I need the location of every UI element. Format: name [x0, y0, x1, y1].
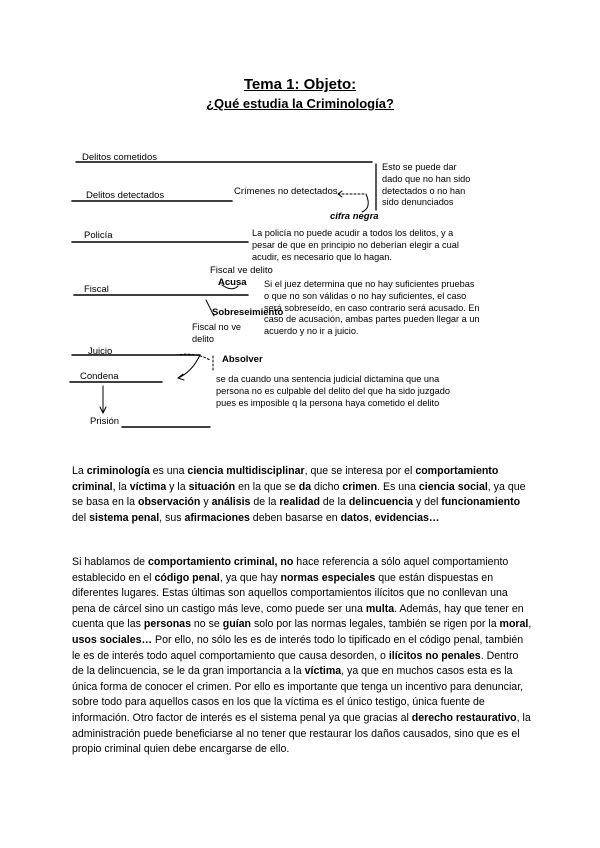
- note-cifra-negra: Esto se puede dar dado que no han sido detectados o no han sido denunciados: [382, 162, 471, 208]
- label-fiscal-ve-delito: Fiscal ve delito: [210, 265, 273, 276]
- bold-term: ciencia multidisciplinar: [187, 465, 305, 477]
- text-run: ,: [528, 618, 532, 631]
- paragraph-intro: [72, 464, 532, 526]
- text-run: , la administración puede beneficiarse al no tener que restaurar los daños causados, sino que es el propio criminal quien debe encargarse de ello.: [72, 711, 531, 756]
- bold-term: da: [298, 480, 312, 493]
- bold-term: afirmaciones: [184, 511, 250, 524]
- bold-term: código penal: [154, 571, 220, 584]
- bold-term: funcionamiento: [441, 496, 521, 509]
- bold-term: observación: [137, 496, 201, 509]
- text-run: de la: [250, 496, 280, 509]
- bold-term: usos sociales…: [72, 633, 153, 646]
- text-run: y: [200, 496, 212, 509]
- text-run: deben basarse en: [249, 511, 341, 524]
- text-run: del: [72, 511, 90, 524]
- curve-to-cifra-negra: [362, 194, 368, 212]
- text-run: solo por las normas legales, también se rigen por la: [251, 618, 500, 631]
- text-run: , ya que en muchos casos esta es la única forma de conocer el crimen. Por ello es importante que tenga un incentivo para denunciar, sobre todo para aquellos casos en los que la víctima es el único testigo, única fuente de información. Otro factor de interés es el sistema penal ya que gracias al: [72, 665, 524, 724]
- bold-term: datos: [340, 511, 369, 524]
- text-run: y la: [166, 480, 189, 493]
- label-policia: Policía: [84, 230, 113, 241]
- bold-term: multa: [365, 602, 395, 615]
- bold-term: sistema penal: [89, 511, 160, 524]
- bold-term: moral: [499, 618, 529, 631]
- label-condena: Condena: [80, 371, 119, 382]
- text-run: hace referencia a sólo aquel comportamiento establecido en el: [72, 556, 509, 584]
- text-run: dicho: [311, 480, 343, 493]
- bold-term: víctima: [129, 480, 167, 493]
- bold-term: derecho restaurativo: [411, 711, 517, 724]
- text-run: , sus: [159, 511, 185, 524]
- text-run: . Es una: [377, 480, 419, 493]
- paragraph-comportamiento: [72, 555, 532, 758]
- label-fiscal-no-ve-delito: Fiscal no ve delito: [192, 322, 242, 344]
- arrow-condena: [178, 355, 200, 378]
- text-run: , que se interesa por el: [304, 465, 416, 477]
- text-run: . Dentro de la delincuencia, se le da gran importancia a la: [72, 649, 519, 678]
- note-juez: Si el juez determina que no hay suficientes pruebas o que no son válidas o no hay suficientes, el caso será sobreseído, en caso contrario será acusado. En caso de acusación, ambas partes pueden llegar a un acuerdo y no ir a juicio.: [264, 279, 480, 337]
- bold-term: guían: [222, 618, 252, 631]
- text-run: Si hablamos de: [72, 556, 148, 568]
- bold-term: análisis: [211, 496, 251, 509]
- text-run: , la: [112, 480, 130, 493]
- bold-term: ciencia social: [418, 480, 488, 493]
- note-policia: La policía no puede acudir a todos los delitos, y a pesar de que en principio no deberían elegir a cual acudir, es necesario que lo hagan.: [252, 228, 459, 262]
- text-run: que están dispuestas en diferentes lugares. Estas últimas son aquellos comportamientos ilícitos que no conllevan una pena de cárcel sino un castigo más leve, como puede ser una: [72, 571, 508, 615]
- page-subtitle: ¿Qué estudia la Criminología?: [206, 96, 394, 111]
- bold-term: normas especiales: [280, 571, 376, 584]
- bold-term: personas: [143, 618, 191, 631]
- label-fiscal: Fiscal: [84, 284, 109, 295]
- label-absolver: Absolver: [222, 354, 263, 365]
- bold-term: realidad: [279, 496, 320, 509]
- bold-term: comportamiento criminal: [72, 465, 499, 493]
- label-sobreseimiento: Sobreseimiento: [212, 307, 284, 318]
- bold-term: víctima: [304, 665, 342, 678]
- text-run: y del: [413, 496, 442, 509]
- label-juicio: Juicio: [88, 346, 113, 357]
- note-absolver: se da cuando una sentencia judicial dictamina que una persona no es culpable del delito del que ha sido juzgado pues es imposible q la persona haya cometido el delito: [216, 374, 450, 408]
- label-crimenes-no-detectados: Crímenes no detectados: [234, 186, 338, 197]
- bold-term: delincuencia: [348, 496, 413, 509]
- bold-term: evidencias…: [374, 511, 440, 524]
- text-run: de la: [319, 496, 349, 509]
- text-run: es una: [149, 465, 188, 477]
- bold-term: ilícitos no penales: [388, 649, 481, 662]
- label-acusa: Acusa: [218, 277, 247, 288]
- text-run: La: [72, 465, 87, 477]
- label-delitos-detectados: Delitos detectados: [86, 190, 165, 201]
- text-run: Por ello, no sólo les es de interés todo lo tipificado en el código penal, también le es de interés todo aquel comportamiento que causa desorden, o: [72, 633, 524, 662]
- label-delitos-cometidos: Delitos cometidos: [82, 152, 157, 163]
- text-run: ,: [368, 511, 375, 524]
- text-run: , ya que se basa en la: [72, 480, 526, 509]
- text-run: en la que se: [235, 480, 299, 493]
- text-run: . Además, hay que tener en cuenta que las: [72, 602, 524, 631]
- text-run: no se: [190, 618, 223, 631]
- text-run: , ya que hay: [219, 571, 281, 584]
- bold-term: criminología: [86, 465, 150, 477]
- label-cifra-negra: cifra negra: [330, 211, 379, 222]
- bold-term: crimen: [342, 480, 378, 493]
- page-title: Tema 1: Objeto:: [243, 76, 357, 93]
- label-prision: Prisión: [90, 416, 120, 427]
- bold-term: situación: [188, 480, 236, 493]
- bold-term: comportamiento criminal, no: [147, 556, 294, 568]
